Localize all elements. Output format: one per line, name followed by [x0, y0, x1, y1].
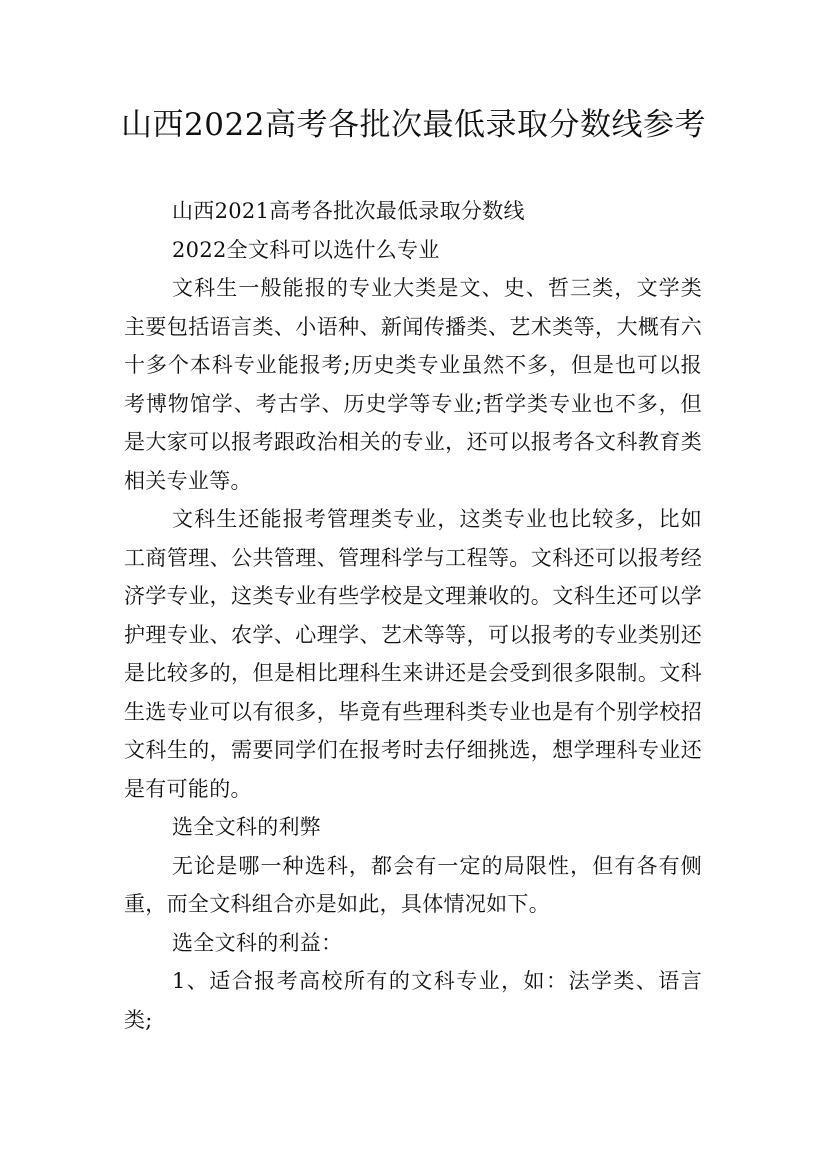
paragraph-subheading-scores: 山西2021高考各批次最低录取分数线 — [172, 199, 525, 223]
paragraph-management-majors: 文科生还能报考管理类专业，这类专业也比较多，比如工商管理、公共管理、管理科学与工程等。文科还可以报考经济学专业，这类专业有些学校是文理兼收的。文科生还可以学护理专业、农学、心理学、艺术等等，可以报考的专业类别还是比较多的，但是相比理科生来讲还是会受到很多限制。文科生选专业可以有很多，毕竟有些理科类专业也是有个别学校招文科生的，需要同学们在报考时去仔细挑选，想学理科专业还是有可能的。 — [124, 507, 702, 801]
paragraph-subheading-majors: 2022全文科可以选什么专业 — [172, 237, 440, 262]
paragraph-subheading-pros-cons: 选全文科的利弊 — [172, 815, 322, 839]
paragraph-benefit-item-1: 1、适合报考高校所有的文科专业，如：法学类、语言类; — [124, 969, 702, 1032]
paragraph-limitations: 无论是哪一种选科，都会有一定的局限性，但有各有侧重，而全文科组合亦是如此，具体情况如下。 — [124, 853, 702, 916]
paragraph-subheading-benefits: 选全文科的利益： — [172, 930, 343, 955]
paragraph-liberal-arts-majors: 文科生一般能报的专业大类是文、史、哲三类，文学类主要包括语言类、小语种、新闻传播类、艺术类等，大概有六十多个本科专业能报考;历史类专业虽然不多，但是也可以报考博物馆学、考古学、历史学等专业;哲学类专业也不多，但是大家可以报考跟政治相关的专业，还可以报考各文科教育类相关专业等。 — [124, 276, 702, 493]
document-title: 山西2022高考各批次最低录取分数线参考 — [121, 107, 706, 143]
document-body — [124, 192, 702, 1039]
